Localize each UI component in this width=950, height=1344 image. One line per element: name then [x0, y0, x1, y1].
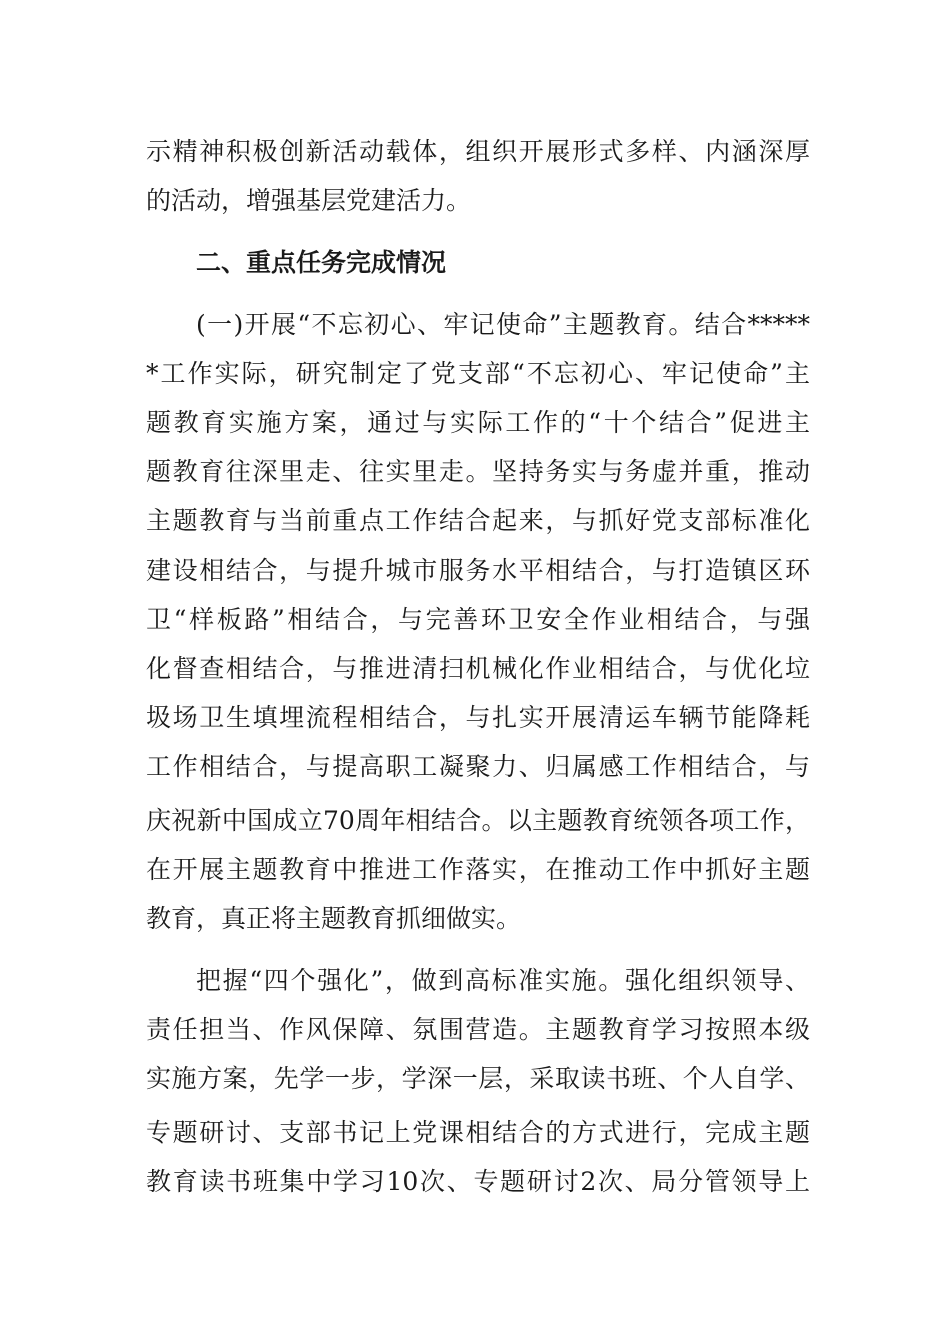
text-line: 圾场卫生填埋流程相结合，与扎实开展清运车辆节能降耗 [146, 703, 810, 732]
text-line: 专题研讨、支部书记上党课相结合的方式进行，完成主题 [146, 1118, 810, 1147]
text-line: 题教育往深里走、往实里走。坚持务实与务虚并重，推动 [146, 457, 810, 486]
text-line: *工作实际，研究制定了党支部“不忘初心、牢记使命”主 [146, 359, 810, 388]
text-line: 教育读书班集中学习10次、专题研讨2次、局分管领导上 [146, 1167, 810, 1196]
text-line: 实施方案，先学一步，学深一层，采取读书班、个人自学、 [146, 1064, 810, 1093]
text-line: 把握“四个强化”，做到高标准实施。强化组织领导、 [196, 966, 810, 995]
text-line: 示精神积极创新活动载体，组织开展形式多样、内涵深厚 [146, 137, 810, 166]
text-line: (一)开展“不忘初心、牢记使命”主题教育。结合***** [196, 310, 810, 339]
text-line: 责任担当、作风保障、氛围营造。主题教育学习按照本级 [146, 1015, 810, 1044]
text-line: 建设相结合，与提升城市服务水平相结合，与打造镇区环 [146, 556, 810, 585]
text-line: 庆祝新中国成立70周年相结合。以主题教育统领各项工作， [146, 806, 810, 835]
text-line: 在开展主题教育中推进工作落实，在推动工作中抓好主题 [146, 855, 810, 884]
text-line: 主题教育与当前重点工作结合起来，与抓好党支部标准化 [146, 506, 810, 535]
section-heading: 二、重点任务完成情况 [196, 248, 447, 277]
text-line: 题教育实施方案，通过与实际工作的“十个结合”促进主 [146, 408, 810, 437]
text-line: 卫“样板路”相结合，与完善环卫安全作业相结合，与强 [146, 605, 810, 634]
text-line: 教育，真正将主题教育抓细做实。 [146, 904, 522, 933]
text-line: 的活动，增强基层党建活力。 [146, 186, 472, 215]
text-line: 化督查相结合，与推进清扫机械化作业相结合，与优化垃 [146, 654, 810, 683]
text-line: 工作相结合，与提高职工凝聚力、归属感工作相结合，与 [146, 752, 810, 781]
